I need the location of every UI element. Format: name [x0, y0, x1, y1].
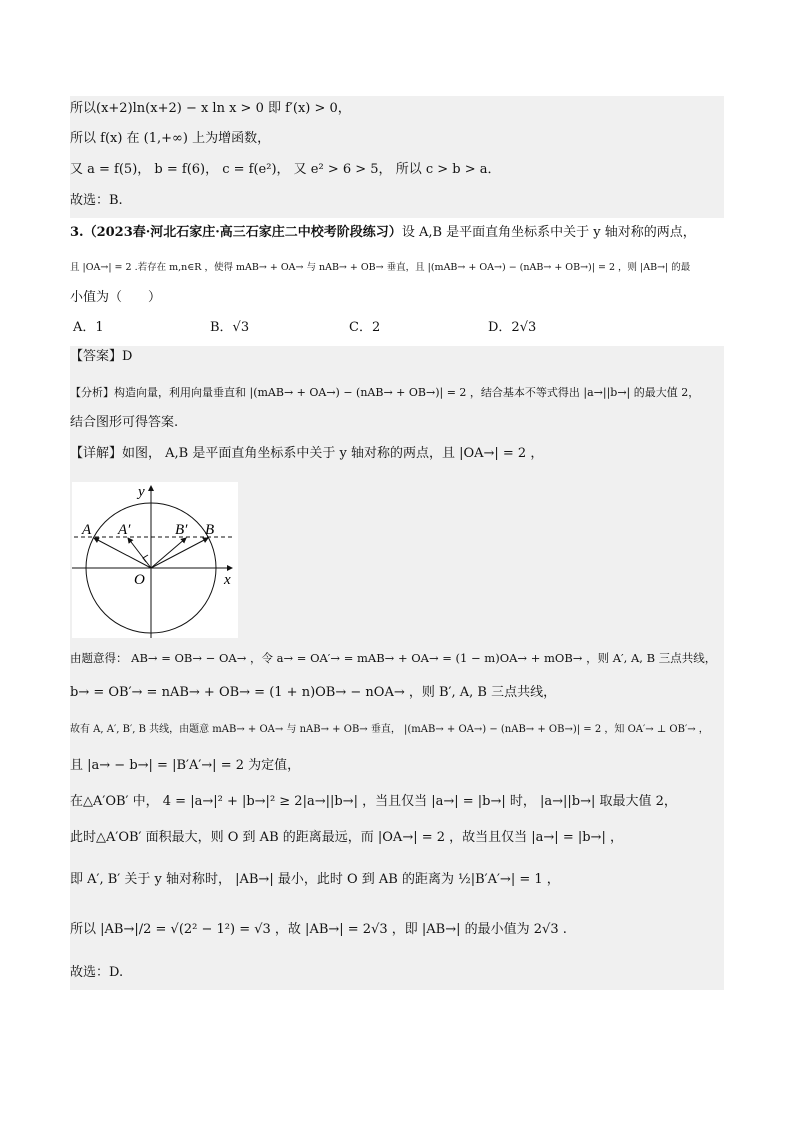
question-line-3: 小值为（ ）: [70, 290, 162, 305]
right-angle-mark: [143, 555, 148, 562]
solution-conclusion: 故选：D.: [70, 965, 124, 980]
label-b: B: [205, 522, 215, 538]
previous-solution-block: [70, 96, 724, 218]
solution-block: [70, 346, 724, 990]
solution-line: 所以(x+2)ln(x+2) − x ln x > 0 即 f′(x) > 0，: [70, 101, 351, 116]
circle-figure: [72, 482, 238, 638]
option-d: D．2√3: [488, 320, 537, 335]
question-block: [70, 222, 724, 344]
detail-line: 在△A′OB′ 中， 4 = |a→|² + |b→|² ≥ 2|a→||b→| ，当且仅当 |a→| = |b→| 时， |a→||b→| 取最大值 2，: [70, 794, 677, 809]
question-line-1: [70, 223, 696, 243]
question-source: （2023春·河北石家庄·高三石家庄二中校考阶段练习）: [83, 225, 402, 240]
detail-line: 由题意得： AB→ = OB→ − OA→ ，令 a→ = OA′→ = mAB→ + OA→ = (1 − m)OA→ + mOB→ ，则 A′, A, B 三点共线，: [70, 651, 717, 665]
option-a: A．1: [73, 320, 104, 335]
label-a: A: [82, 522, 92, 538]
vector-oa: [94, 538, 151, 568]
vector-ob: [151, 538, 208, 568]
detail-line: 此时△A′OB′ 面积最大，则 O 到 AB 的距离最远，而 |OA→| = 2 ，故当且仅当 |a→| = |b→| ，: [70, 830, 623, 845]
label-y: y: [138, 484, 145, 500]
question-line-2: 且 |OA→| = 2 .若存在 m,n∈R ，使得 mAB→ + OA→ 与 nAB→ + OB→ 垂直，且 |(mAB→ + OA→) − (nAB→ + OB→)| = 2 ，则 |AB→| 的最: [70, 262, 691, 273]
analysis-line: 【分析】构造向量，利用向量垂直和 |(mAB→ + OA→) − (nAB→ + OB→)| = 2 ，结合基本不等式得出 |a→||b→| 的最大值 2，: [70, 386, 700, 399]
vector-oa-prime: [128, 538, 151, 568]
answer-line: 【答案】D: [70, 349, 133, 364]
solution-line: 又 a = f(5)， b = f(6)， c = f(e²)， 又 e² > 6 > 5， 所以 c > b > a．: [70, 162, 501, 177]
option-b: B．√3: [210, 320, 250, 335]
solution-line: 所以 f(x) 在 (1,+∞) 上为增函数，: [70, 131, 271, 146]
label-x: x: [224, 572, 231, 588]
vector-ob-prime: [151, 538, 186, 568]
analysis-line: 结合图形可得答案.: [70, 415, 179, 430]
detail-line: 且 |a→ − b→| = |B′A′→| = 2 为定值，: [70, 758, 301, 773]
label-b-prime: B′: [175, 522, 188, 538]
detail-line: 【详解】如图， A,B 是平面直角坐标系中关于 y 轴对称的两点，且 |OA→| = 2 ，: [70, 446, 544, 461]
solution-conclusion: 故选：B.: [70, 193, 123, 208]
label-a-prime: A′: [118, 522, 131, 538]
detail-line: 所以 |AB→|/2 = √(2² − 1²) = √3 ，故 |AB→| = 2√3 ，即 |AB→| 的最小值为 2√3 .: [70, 922, 567, 937]
detail-line: 故有 A, A′, B′, B 共线，由题意 mAB→ + OA→ 与 nAB→ + OB→ 垂直， |(mAB→ + OA→) − (nAB→ + OB→)| = 2 ，知 OA′→ ⊥ OB′→ ，: [70, 724, 709, 735]
detail-line: 即 A′, B′ 关于 y 轴对称时， |AB→| 最小，此时 O 到 AB 的距离为 ½|B′A′→| = 1 ，: [70, 872, 560, 887]
option-c: C．2: [349, 320, 381, 335]
detail-line: b→ = OB′→ = nAB→ + OB→ = (1 + n)OB→ − nOA→ ，则 B′, A, B 三点共线，: [70, 685, 557, 700]
figure-svg: [72, 482, 238, 638]
question-text: 设 A,B 是平面直角坐标系中关于 y 轴对称的两点，: [401, 225, 696, 240]
question-number: 3.: [70, 225, 84, 240]
label-o: O: [134, 572, 145, 588]
